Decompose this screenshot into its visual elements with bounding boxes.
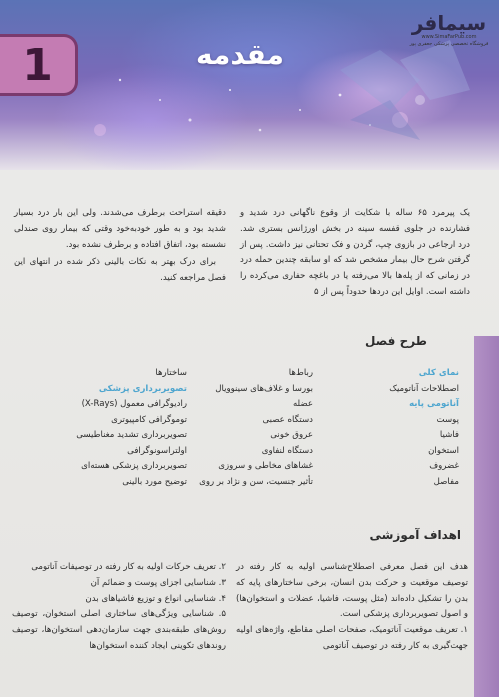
outline-column-2 [199, 366, 313, 490]
outline-item: عروق خونی [270, 430, 313, 440]
goals-item: ۵. شناسایی ویژگی‌های ساختاری اصلی استخوان، توصیف روش‌های طبقه‌بندی جهت سازمان‌دهی استخوان‌ها، توصیف روندهای تکوینی ایجاد کننده استخوان‌ها [12, 609, 226, 651]
goals-item: ۳. شناسایی اجزای پوست و ضمائم آن [90, 577, 226, 588]
outline-column-1 [389, 366, 459, 490]
outline-item: عضله [292, 399, 313, 409]
goals-item: ۲. تعریف حرکات اولیه به کار رفته در توصیفات آناتومی [31, 562, 226, 572]
outline-item: تصویربرداری پزشکی [98, 383, 187, 394]
outline-item: مفاصل [433, 476, 459, 487]
goals-item: ۴. شناسایی انواع و توزیع فاشیاهای بدن [85, 593, 226, 604]
intro-left-p2: برای درک بهتر به نکات بالینی ذکر شده در انتهای این فصل مراجعه کنید. [14, 257, 226, 284]
outline-item: رادیوگرافی معمول (X-Rays) [81, 399, 187, 409]
outline-item: استخوان [428, 445, 459, 456]
outline-heading: طرح فصل [365, 334, 427, 348]
goals-intro-text: هدف این فصل معرفی اصطلاح‌شناسی اولیه به کار رفته در توصیف موقعیت و حرکت بدن انسان، برخی ساختارهای پایه که بدن را تشکیل داده‌اند (مثل پوست، فاشیا، عضلات و استخوان‌ها) و اصول تصویربرداری پزشکی است. [236, 562, 468, 620]
outline-item: تصویربرداری تشدید مغناطیسی [76, 430, 187, 440]
outline-item: توموگرافی کامپیوتری [111, 414, 187, 425]
outline-item: غضروف [429, 461, 459, 471]
logo-subtitle: فروشگاه تخصصی پزشکی جعفری پور [409, 41, 489, 47]
outline-item: غشاهای مخاطی و سروزی [218, 461, 313, 471]
outline-item: دستگاه لنفاوی [261, 445, 313, 456]
intro-left-p1: دقیقه استراحت برطرف می‌شدند. ولی این بار درد بسیار شدید بود و به طور خودبه‌خود وقتی که بیمار روی صندلی نشسته بود، اتفاق افتاده و برطرف نشده بود. [14, 208, 226, 250]
outline-item: اولتراسونوگرافی [127, 445, 187, 456]
outline-item: پوست [436, 414, 459, 425]
outline-item: تأثیر جنسیت، سن و نژاد بر روی [199, 476, 313, 487]
outline-item: توضیح مورد بالینی [122, 476, 187, 487]
goals-left-column [12, 560, 226, 655]
outline-item: دستگاه عصبی [262, 414, 313, 425]
chapter-number: 1 [22, 39, 53, 91]
outline-item: ساختارها [155, 368, 187, 378]
outline-item: رباط‌ها [288, 368, 313, 378]
chapter-title: مقدمه [196, 38, 284, 71]
chapter-number-box [0, 34, 78, 96]
outline-item: بورسا و غلاف‌های سینوویال [215, 383, 313, 394]
outline-item: تصویربرداری پزشکی هسته‌ای [81, 461, 187, 471]
goals-right-column [236, 560, 468, 655]
chapter-banner [0, 0, 499, 170]
intro-paragraph-left [14, 206, 226, 289]
outline-item: اصطلاحات آناتومیک [389, 383, 459, 394]
goals-item-1: ۱. تعریف موقعیت آناتومیک، صفحات اصلی مقاطع، واژه‌های اولیه جهت‌گیری به کار رفته در توصیف آناتومی [236, 625, 468, 651]
chapter-side-tab [474, 336, 499, 697]
outline-item: فاشیا [439, 430, 459, 440]
outline-column-3 [76, 366, 187, 490]
intro-paragraph-right: یک پیرمرد ۶۵ ساله با شکایت از وقوع ناگهانی درد شدید و فشارنده در جلوی قفسه سینه در بخش اورژانس بستری شد. درد ارجاعی در بازوی چپ، گردن و فک تحتانی نیز داشت. پس از گرفتن شرح حال بیمار مشخص شد که او سابقه چندین حمله درد در زمانی که از پله‌ها بالا می‌رفته یا در باغچه حفاری می‌کرده را داشته است. اوایل این دردها حدوداً پس از ۵ [240, 208, 471, 297]
goals-heading: اهداف آموزشی [369, 528, 461, 542]
outline-item: نمای کلی [418, 368, 459, 378]
logo-mark: سیمافر [411, 11, 487, 35]
logo-url: www.SimaFarPub.com [421, 34, 477, 40]
publisher-logo [409, 12, 489, 48]
outline-item: آناتومی پایه [409, 399, 459, 409]
